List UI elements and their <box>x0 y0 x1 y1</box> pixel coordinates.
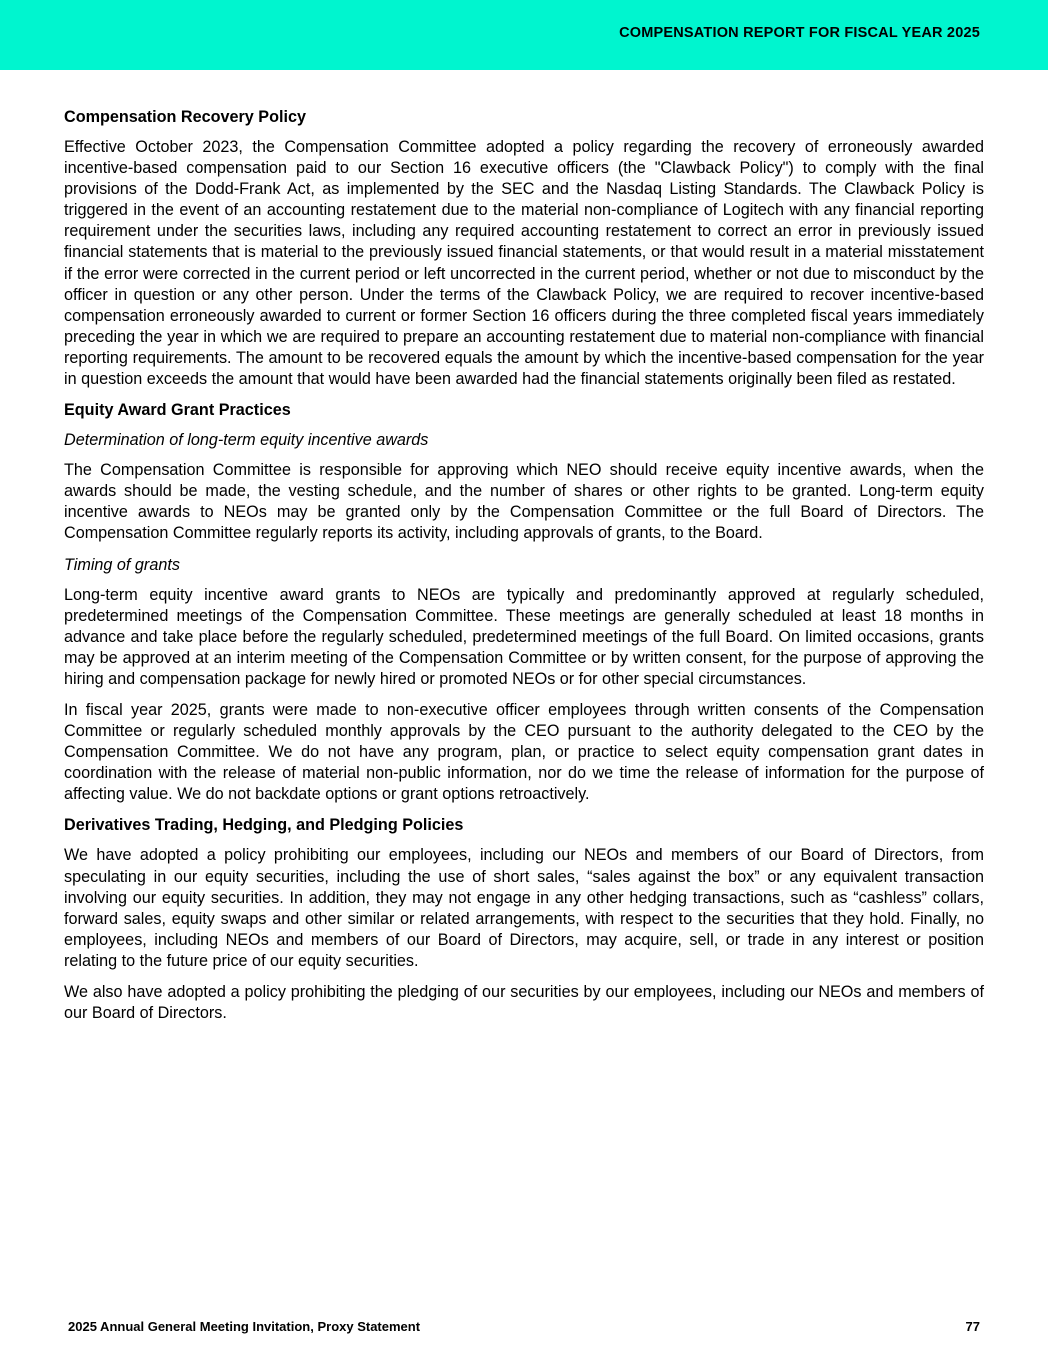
footer-page-number: 77 <box>965 1319 980 1334</box>
section-heading-derivatives: Derivatives Trading, Hedging, and Pledging Policies <box>64 816 464 835</box>
subheading-equity-determination: Determination of long-term equity incentive awards <box>64 431 429 450</box>
section-heading-clawback: Compensation Recovery Policy <box>64 108 306 126</box>
section-heading-equity: Equity Award Grant Practices <box>64 401 291 420</box>
paragraph-derivatives-hedging: We have adopted a policy prohibiting our employees, including our NEOs and members of our Board of Directors, from speculating in our equity securities, including the use of short sales, “sales against the box” or any equivalent transaction involving our equity securities. In addition, they may not engage in any other hedging transactions, such as “cashless” collars, forward sales, equity swaps and other similar or related arrangements, with respect to the securities that they hold. Finally, no employees, including NEOs and members of our Board of Directors, may acquire, sell, or trade in any interest or position relating to the future price of our equity securities. <box>64 846 984 970</box>
paragraph-fiscal-2025-grants: In fiscal year 2025, grants were made to non-executive officer employees through written consents of the Compensation Committee or regularly scheduled monthly approvals by the CEO pursuant to the authority delegated to the CEO by the Compensation Committee. We do not have any program, plan, or practice to select equity compensation grant dates in coordination with the release of material non-public information, nor do we time the release of information for the purpose of affecting value. We do not backdate options or grant options retroactively. <box>64 700 984 804</box>
header-title: COMPENSATION REPORT FOR FISCAL YEAR 2025 <box>619 25 980 41</box>
paragraph-timing-of-grants: Long-term equity incentive award grants to NEOs are typically and predominantly approved at regularly scheduled, predetermined meetings of the Compensation Committee. These meetings are generally scheduled at least 18 months in advance and take place before the regularly scheduled, predetermined meetings of the full Board. On limited occasions, grants may be approved at an interim meeting of the Compensation Committee or by written consent, for the purpose of approving the hiring and compensation package for newly hired or promoted NEOs or for other special circumstances. <box>64 585 984 688</box>
footer-document-title: 2025 Annual General Meeting Invitation, Proxy Statement <box>68 1319 421 1334</box>
page-content <box>64 107 984 1034</box>
subheading-timing-of-grants: Timing of grants <box>64 555 180 574</box>
header-band <box>0 0 1048 70</box>
paragraph-pledging: We also have adopted a policy prohibiting the pledging of our securities by our employees, including our NEOs and members of our Board of Directors. <box>64 983 984 1023</box>
paragraph-clawback: Effective October 2023, the Compensation Committee adopted a policy regarding the recovery of erroneously awarded incentive-based compensation paid to our Section 16 executive officers (the "Clawback Policy") to comply with the final provisions of the Dodd-Frank Act, as implemented by the SEC and the Nasdaq Listing Standards. The Clawback Policy is triggered in the event of an accounting restatement due to the material non-compliance of Logitech with any financial reporting requirement under the securities laws, including any required accounting restatement to correct an error in previously issued financial statements that is material to the previously issued financial statements, or that would result in a material misstatement if the error were corrected in the current period or left uncorrected in the current period, whether or not due to misconduct by the officer in question or any other person. Under the terms of the Clawback Policy, we are required to recover incentive-based compensation erroneously awarded to current or former Section 16 officers during the three completed fiscal years immediately preceding the year in which we are required to prepare an accounting restatement due to material non-compliance with financial reporting requirements. The amount to be recovered equals the amount by which the incentive-based compensation for the year in question exceeds the amount that would have been awarded had the financial statements originally been filed as restated. <box>64 138 984 389</box>
paragraph-equity-determination: The Compensation Committee is responsible for approving which NEO should receive equity incentive awards, when the awards should be made, the vesting schedule, and the number of shares or other rights to be granted. Long-term equity incentive awards to NEOs may be granted only by the Compensation Committee or the full Board of Directors. The Compensation Committee regularly reports its activity, including approvals of grants, to the Board. <box>64 461 984 543</box>
